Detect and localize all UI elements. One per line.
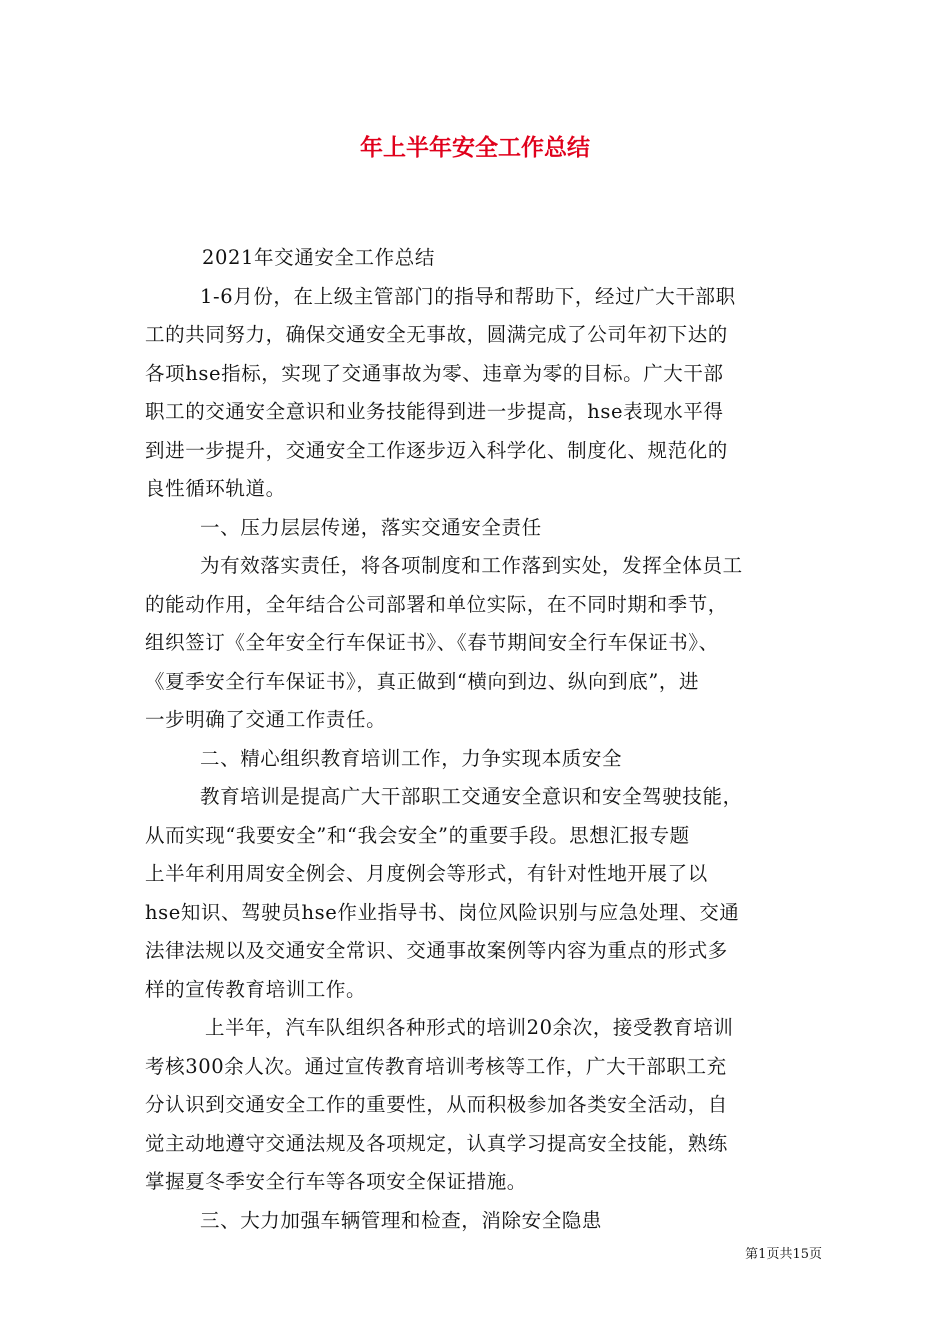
paragraph-line: 法律法规以及交通安全常识、交通事故案例等内容为重点的形式多 [145,939,728,962]
paragraph-line: 样的宣传教育培训工作。 [145,977,367,1001]
paragraph-line: 1-6月份，在上级主管部门的指导和帮助下，经过广大干部职 [200,284,736,308]
page-title: 年上半年安全工作总结 [360,135,590,161]
paragraph-line: 的能动作用，全年结合公司部署和单位实际，在不同时期和季节， [145,592,728,616]
paragraph-line: 从而实现“我要安全”和“我会安全”的重要手段。思想汇报专题 [145,823,690,847]
document-body [145,239,810,1240]
paragraph-line: hse知识、驾驶员hse作业指导书、岗位风险识别与应急处理、交通 [145,900,740,924]
paragraph-line: 教育培训是提高广大干部职工交通安全意识和安全驾驶技能， [200,785,743,808]
paragraph-line: 各项hse指标，实现了交通事故为零、违章为零的目标。广大干部 [145,361,724,385]
page-number: 第1页共15页 [745,1247,822,1262]
paragraph-line: 分认识到交通安全工作的重要性，从而积极参加各类安全活动，自 [145,1093,728,1116]
paragraph-line: 上半年利用周安全例会、月度例会等形式，有针对性地开展了以 [145,862,708,885]
paragraph-line: 良性循环轨道。 [145,477,286,500]
paragraph-line: 职工的交通安全意识和业务技能得到进一步提高，hse表现水平得 [145,400,724,423]
paragraph-line: 一步明确了交通工作责任。 [145,708,387,731]
paragraph-line: 工的共同努力，确保交通安全无事故，圆满完成了公司年初下达的 [145,323,728,346]
paragraph-line: 为有效落实责任，将各项制度和工作落到实处，发挥全体员工 [200,554,743,577]
paragraph-line: 上半年，汽车队组织各种形式的培训20余次，接受教育培训 [205,1016,734,1039]
paragraph-line: 组织签订《全年安全行车保证书》、《春节期间安全行车保证书》、 [145,631,719,654]
paragraph-line: 掌握夏冬季安全行车等各项安全保证措施。 [145,1170,527,1193]
subtitle-line: 2021年交通安全工作总结 [202,246,435,269]
paragraph-line: 考核300余人次。通过宣传教育培训考核等工作，广大干部职工充 [145,1054,727,1078]
section-heading: 三、大力加强车辆管理和检查，消除安全隐患 [200,1208,603,1232]
section-heading: 二、精心组织教育培训工作，力争实现本质安全 [200,746,623,770]
paragraph-line: 《夏季安全行车保证书》，真正做到“横向到边、纵向到底”，进 [145,669,700,693]
paragraph-line: 到进一步提升，交通安全工作逐步迈入科学化、制度化、规范化的 [145,438,728,462]
paragraph-line: 觉主动地遵守交通法规及各项规定，认真学习提高安全技能，熟练 [145,1131,728,1155]
section-heading: 一、压力层层传递，落实交通安全责任 [200,515,542,539]
